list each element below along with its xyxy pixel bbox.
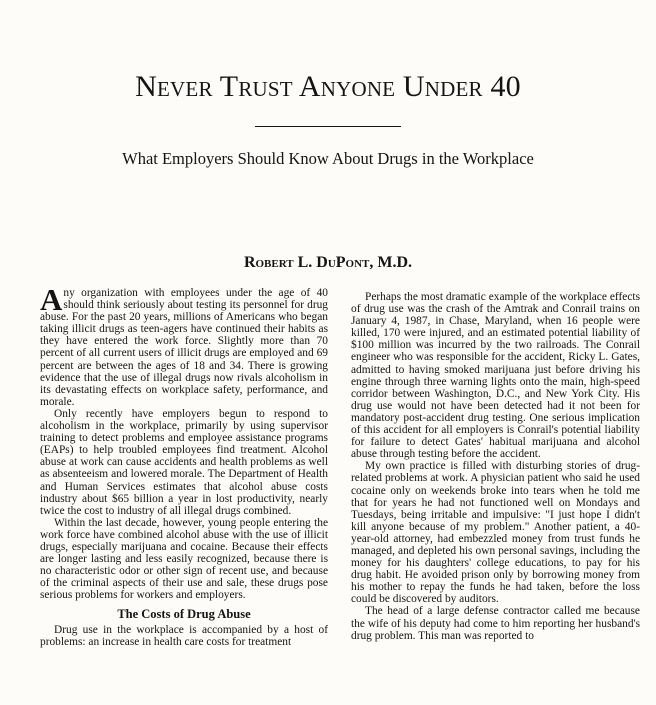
section-heading: The Costs of Drug Abuse — [117, 607, 251, 622]
paragraph-intro-text: ny organization with employees under the age of 40 should think seriously about testing its personnel for drug abuse. For the past 20 years, millions of Americans who began taking illicit drugs as teen-agers have continued their habits as they have entered the work force. Slightly more than 70 percent of all current users of illicit drugs are employed and 69 percent are between the ages of 18 and 34. There is growing evidence that the use of illegal drugs now rivals alcoholism in its devastating effects on workplace safety, performance, and morale. — [40, 287, 328, 408]
paragraph-costs: Drug use in the workplace is accompanied by a host of problems: an increase in health care costs for treatment — [40, 623, 328, 648]
paragraph-intro — [40, 287, 328, 408]
drop-cap: A — [40, 287, 63, 317]
right-column — [351, 291, 640, 705]
paragraph-young-people: Within the last decade, however, young people entering the work force have combined alcohol abuse with the use of illicit drugs, especially marijuana and cocaine. Because their effects are longer lasting and less easily recognized, because there is no characteristic odor or other sign of recent use, and because of the criminal aspects of their use and sale, these drugs pose serious problems for workers and employers. — [40, 516, 328, 602]
paragraph-alcoholism: Only recently have employers begun to respond to alcoholism in the workplace, primarily by using supervisor training to detect problems and employee assistance programs (EAPs) to help troubled employees find treatment. Alcohol abuse at work can cause accidents and health problems as well as absenteeism and lowered morale. The Department of Health and Human Services estimates that alcohol abuse costs industry about $65 billion a year in lost productivity, nearly twice the cost to industry of all illegal drugs combined. — [40, 407, 328, 517]
paragraph-practice: My own practice is filled with disturbing stories of drug-related problems at work. A physician patient who said he used cocaine only on weekends broke into tears when he told me that for years he had not functioned well on Mondays and Tuesdays, being irritable and impulsive: "I just hope I didn't kill anyone because of my problem." Another patient, a 40-year-old attorney, had embezzled money from trust funds he managed, and depleted his own personal savings, including the money for his daughters' college educations, to pay for his drug habit. He avoided prison only by borrowing money from his mother to repay the funds he had taken, before the loss could be discovered by auditors. — [351, 460, 640, 606]
paragraph-train-crash: Perhaps the most dramatic example of the workplace effects of drug use was the crash of the Amtrak and Conrail trains on January 4, 1987, in Chase, Maryland, when 16 people were killed, 170 were injured, and an estimated potential liability of $100 million was incurred by the two railroads. The Conrail engineer who was responsible for the accident, Ricky L. Gates, admitted to having smoked marijuana just before driving his engine through three warning lights onto the main, high-speed corridor between Washington, D.C., and New York City. His drug use would not have been detected had it not been for mandatory post-accident drug testing. One serious implication of this accident for all employers is Conrail's potential liability for failure to detect Gates' habitual marijuana and alcohol abuse through testing before the accident. — [351, 291, 640, 461]
title-divider — [255, 126, 401, 127]
article-title: Never Trust Anyone Under 40 — [135, 70, 521, 103]
paragraph-defense-contractor: The head of a large defense contractor called me because the wife of his deputy had come to him reporting her husband's drug problem. This man was reported to — [351, 605, 640, 642]
left-column — [40, 287, 328, 701]
article-subtitle: What Employers Should Know About Drugs in the Workplace — [122, 149, 534, 168]
author-name: Robert L. DuPont, M.D. — [243, 254, 413, 271]
